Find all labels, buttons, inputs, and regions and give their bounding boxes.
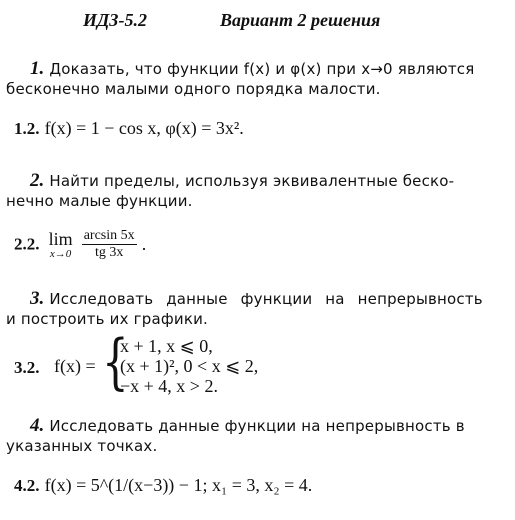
fraction-numerator: arcsin 5x (83, 228, 135, 243)
limit-fraction (82, 228, 137, 261)
task3-number: 3. (30, 288, 45, 309)
case-1: x + 1, x ⩽ 0, (120, 336, 213, 356)
task1-item-formula: f(x) = 1 − cos x, φ(x) = 3x². (44, 118, 244, 138)
task3-line2: и построить их графики. (6, 310, 209, 328)
variant-title: Вариант 2 решения (220, 10, 381, 30)
task3-fx: f(x) = (54, 356, 96, 376)
piecewise-brace: { (102, 327, 129, 397)
task1-number: 1. (30, 58, 45, 79)
task1-text (30, 58, 474, 80)
task2-number: 2. (30, 170, 45, 191)
lim-subscript: x→0 (49, 247, 72, 260)
task2-text (30, 170, 454, 192)
task1-line2: бесконечно малыми одного порядка малости. (6, 80, 381, 98)
task4-item-formula: f(x) = 5^(1/(x−3)) − 1; x₁ = 3, x₂ = 4. (44, 475, 313, 495)
task2-line1: Найти пределы, используя эквивалентные беско- (49, 172, 455, 190)
task1-item (14, 118, 244, 139)
case-2: (x + 1)², 0 < x ⩽ 2, (120, 356, 259, 376)
task2-item-label: 2.2. (14, 234, 40, 254)
task2-line2: нечно малые функции. (6, 192, 193, 210)
task4-text (30, 415, 465, 437)
fraction-denominator: tg 3x (94, 245, 124, 260)
task4-number: 4. (30, 415, 45, 436)
task3-text (30, 288, 483, 310)
task1-item-label: 1.2. (14, 119, 40, 138)
task3-line1: Исследовать данные функции на непрерывность (49, 290, 483, 308)
task4-line1: Исследовать данные функции на непрерывность в (49, 417, 465, 435)
task4-item-label: 4.2. (14, 476, 40, 495)
task4-line2: указанных точках. (6, 437, 158, 455)
task1-line1: Доказать, что функции f(x) и φ(x) при x→0 являются (49, 60, 475, 78)
limit-operator (49, 230, 73, 260)
doc-code: ИДЗ-5.2 (83, 10, 147, 30)
lim-text: lim (48, 228, 73, 249)
task4-item (14, 475, 312, 496)
task2-item: 2.2. lim x→0 $\frac{\arcsin 5x}{tg 3x}$ . (14, 228, 147, 260)
case-3: −x + 4, x > 2. (120, 376, 218, 396)
piecewise-cases (120, 336, 258, 396)
task3-item-label: 3.2. (14, 358, 40, 377)
